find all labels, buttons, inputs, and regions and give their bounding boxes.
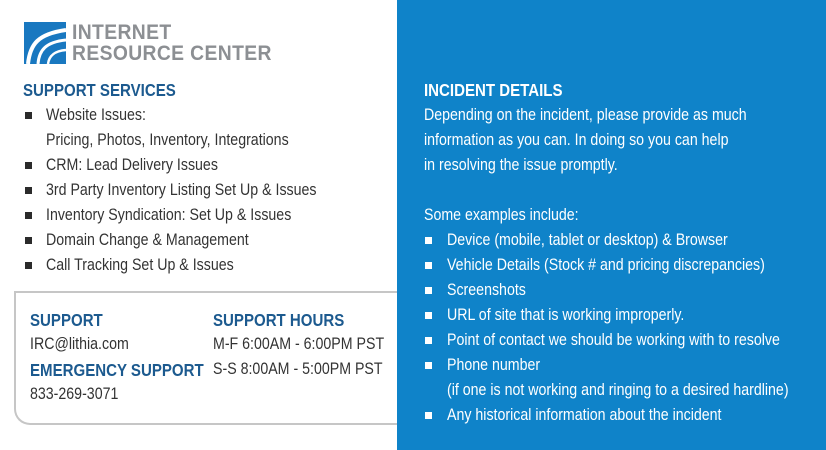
bullet [425,312,432,319]
service-item: Call Tracking Set Up & Issues [46,256,234,274]
logo-road-icon [24,22,66,64]
left-panel [0,0,397,450]
example-item: URL of site that is working improperly. [447,306,685,324]
service-item: Website Issues: Pricing, Photos, Inventory, Integrations [46,106,289,149]
bullet [25,187,32,194]
service-item: Domain Change & Management [46,231,249,249]
example-item: Point of contact we should be working with to resolve [447,331,780,349]
incident-details-panel [397,0,826,450]
bullet [25,262,32,269]
bullet [25,237,32,244]
bullet [425,412,432,419]
bullet [425,237,432,244]
hours-weekend: S-S 8:00AM - 5:00PM PST [213,360,383,378]
examples-label: Some examples include: [424,206,579,224]
support-hours-heading: SUPPORT HOURS [213,310,345,330]
logo [24,22,324,66]
example-item: Screenshots [447,281,526,299]
incident-intro: Depending on the incident, please provide as much information as you can. In doing so you can help in resolving the issue promptly. [424,106,747,174]
bullet [425,362,432,369]
support-services-heading: SUPPORT SERVICES [23,80,176,100]
emergency-phone[interactable]: 833-269-3071 [30,385,119,403]
service-item: Inventory Syndication: Set Up & Issues [46,206,292,224]
bullet [25,212,32,219]
bullet [425,262,432,269]
service-item: CRM: Lead Delivery Issues [46,156,218,174]
example-item: Vehicle Details (Stock # and pricing discrepancies) [447,256,765,274]
service-item: 3rd Party Inventory Listing Set Up & Issues [46,181,317,199]
logo-line1: INTERNET [72,21,172,44]
bullet [25,112,32,119]
support-heading: SUPPORT [30,310,103,330]
logo-line2: RESOURCE CENTER [72,42,272,65]
example-item: Any historical information about the incident [447,406,722,424]
incident-heading: INCIDENT DETAILS [424,80,563,100]
logo-wordmark [72,22,272,64]
example-item: Phone number (if one is not working and ringing to a desired hardline) [447,356,789,399]
emergency-support-heading: EMERGENCY SUPPORT [30,360,204,380]
bullet [425,337,432,344]
example-item: Device (mobile, tablet or desktop) & Browser [447,231,728,249]
bullet [425,287,432,294]
support-email[interactable]: IRC@lithia.com [30,335,129,353]
bullet [25,162,32,169]
hours-weekday: M-F 6:00AM - 6:00PM PST [213,335,385,353]
